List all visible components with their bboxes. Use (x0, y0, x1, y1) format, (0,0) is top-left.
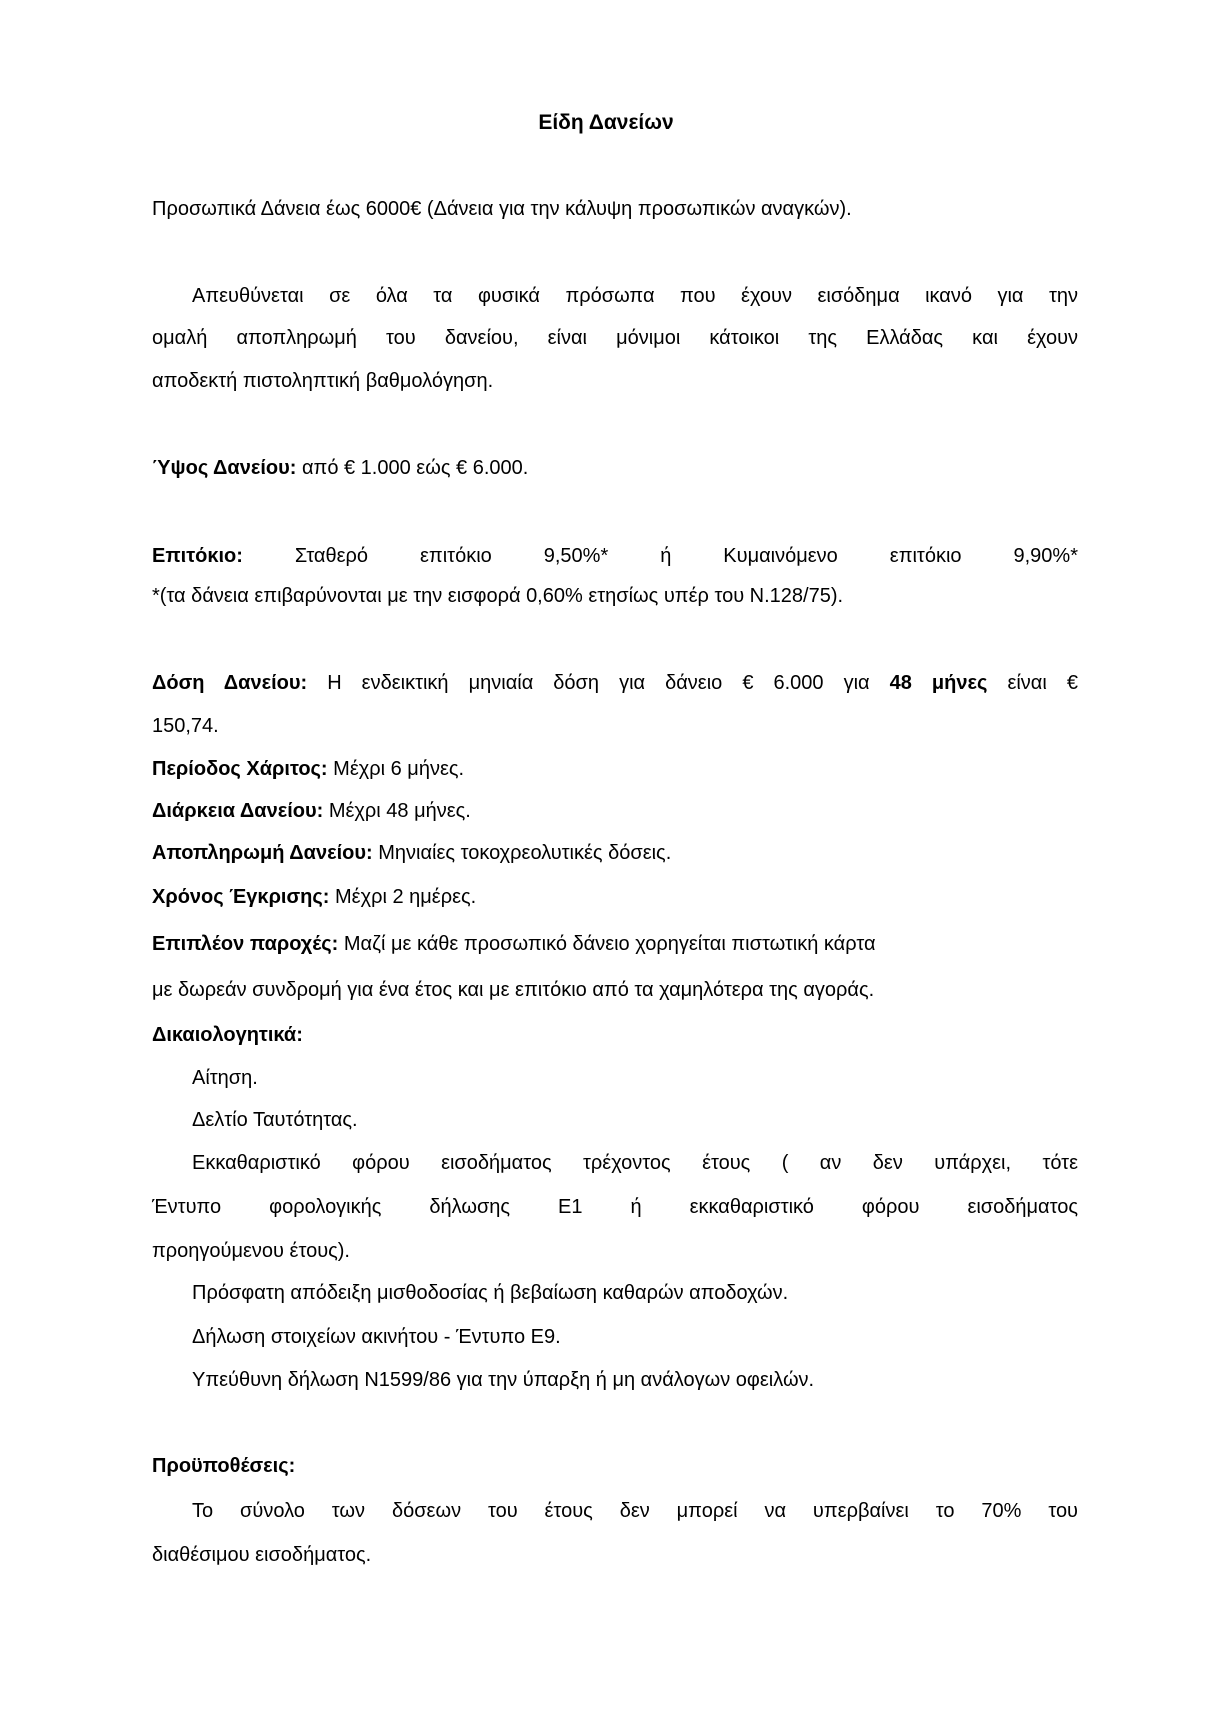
interest-rate-value: Σταθερό επιτόκιο 9,50%* ή Κυμαινόμενο επιτόκιο 9,90%* (242, 545, 1078, 567)
approval-time-label: Χρόνος Έγκρισης: (152, 886, 330, 908)
installment-text: Η ενδεικτική μηνιαία δόση για δάνειο € 6.000 για (307, 672, 890, 694)
intro-line: Προσωπικά Δάνεια έως 6000€ (Δάνεια για την κάλυψη προσωπικών αναγκών). (152, 198, 852, 220)
grace-period-value: Μέχρι 6 μήνες. (327, 758, 465, 780)
conditions-line-1: Το σύνολο των δόσεων του έτους δεν μπορεί να υπερβαίνει το 70% του (192, 1500, 1078, 1522)
approval-time-value: Μέχρι 2 ημέρες. (329, 886, 477, 908)
approval-time-row (152, 884, 476, 910)
documents-label: Δικαιολογητικά: (152, 1024, 303, 1046)
repayment-value: Μηνιαίες τοκοχρεολυτικές δόσεις. (372, 842, 672, 864)
installment-row (152, 670, 1078, 696)
audience-line-3: αποδεκτή πιστοληπτική βαθμολόγηση. (152, 370, 494, 392)
installment-text-end: είναι € (987, 672, 1078, 694)
repayment-row (152, 840, 671, 866)
loan-duration-label: Διάρκεια Δανείου: (152, 800, 324, 822)
installment-amount: 150,74. (152, 715, 219, 737)
repayment-label: Αποπληρωμή Δανείου: (152, 842, 373, 864)
conditions-heading (152, 1453, 295, 1479)
conditions-line-2: διαθέσιμου εισοδήματος. (152, 1544, 372, 1566)
documents-heading (152, 1022, 303, 1048)
interest-rate-row (152, 543, 1078, 569)
document-item-3-line-2: Έντυπο φορολογικής δήλωσης Ε1 ή εκκαθαριστικό φόρου εισοδήματος (152, 1196, 1078, 1218)
loan-duration-value: Μέχρι 48 μήνες. (323, 800, 471, 822)
loan-amount-value: από € 1.000 εώς € 6.000. (296, 457, 529, 479)
loan-amount-row (152, 455, 528, 481)
grace-period-row (152, 756, 464, 782)
extras-row (152, 931, 876, 957)
document-item-4: Πρόσφατη απόδειξη μισθοδοσίας ή βεβαίωση καθαρών αποδοχών. (192, 1282, 789, 1304)
loan-duration-row (152, 798, 471, 824)
extras-label: Επιπλέον παροχές: (152, 933, 339, 955)
document-item-3-line-1: Εκκαθαριστικό φόρου εισοδήματος τρέχοντος έτους ( αν δεν υπάρχει, τότε (192, 1152, 1078, 1174)
extras-line-2: με δωρεάν συνδρομή για ένα έτος και με επιτόκιο από τα χαμηλότερα της αγοράς. (152, 979, 875, 1001)
interest-rate-label: Επιτόκιο: (152, 545, 243, 567)
document-item-5: Δήλωση στοιχείων ακινήτου - Έντυπο Ε9. (192, 1326, 561, 1348)
document-item-6: Υπεύθυνη δήλωση Ν1599/86 για την ύπαρξη ή μη ανάλογων οφειλών. (192, 1369, 815, 1391)
audience-line-2: ομαλή αποπληρωμή του δανείου, είναι μόνιμοι κάτοικοι της Ελλάδας και έχουν (152, 327, 1078, 349)
audience-line-1: Απευθύνεται σε όλα τα φυσικά πρόσωπα που έχουν εισόδημα ικανό για την (192, 285, 1078, 307)
conditions-label: Προϋποθέσεις: (152, 1455, 296, 1477)
installment-months: 48 μήνες (889, 672, 988, 694)
document-item-3-line-3: προηγούμενου έτους). (152, 1240, 350, 1262)
interest-rate-note: *(τα δάνεια επιβαρύνονται με την εισφορά 0,60% ετησίως υπέρ του Ν.128/75). (152, 585, 844, 607)
document-item-2: Δελτίο Ταυτότητας. (192, 1109, 358, 1131)
grace-period-label: Περίοδος Χάριτος: (152, 758, 328, 780)
extras-value: Μαζί με κάθε προσωπικό δάνειο χορηγείται πιστωτική κάρτα (338, 933, 876, 955)
document-item-1: Αίτηση. (192, 1067, 258, 1089)
installment-label: Δόση Δανείου: (152, 672, 308, 694)
page-title: Είδη Δανείων (538, 111, 674, 134)
loan-amount-label: Ύψος Δανείου: (152, 457, 297, 479)
